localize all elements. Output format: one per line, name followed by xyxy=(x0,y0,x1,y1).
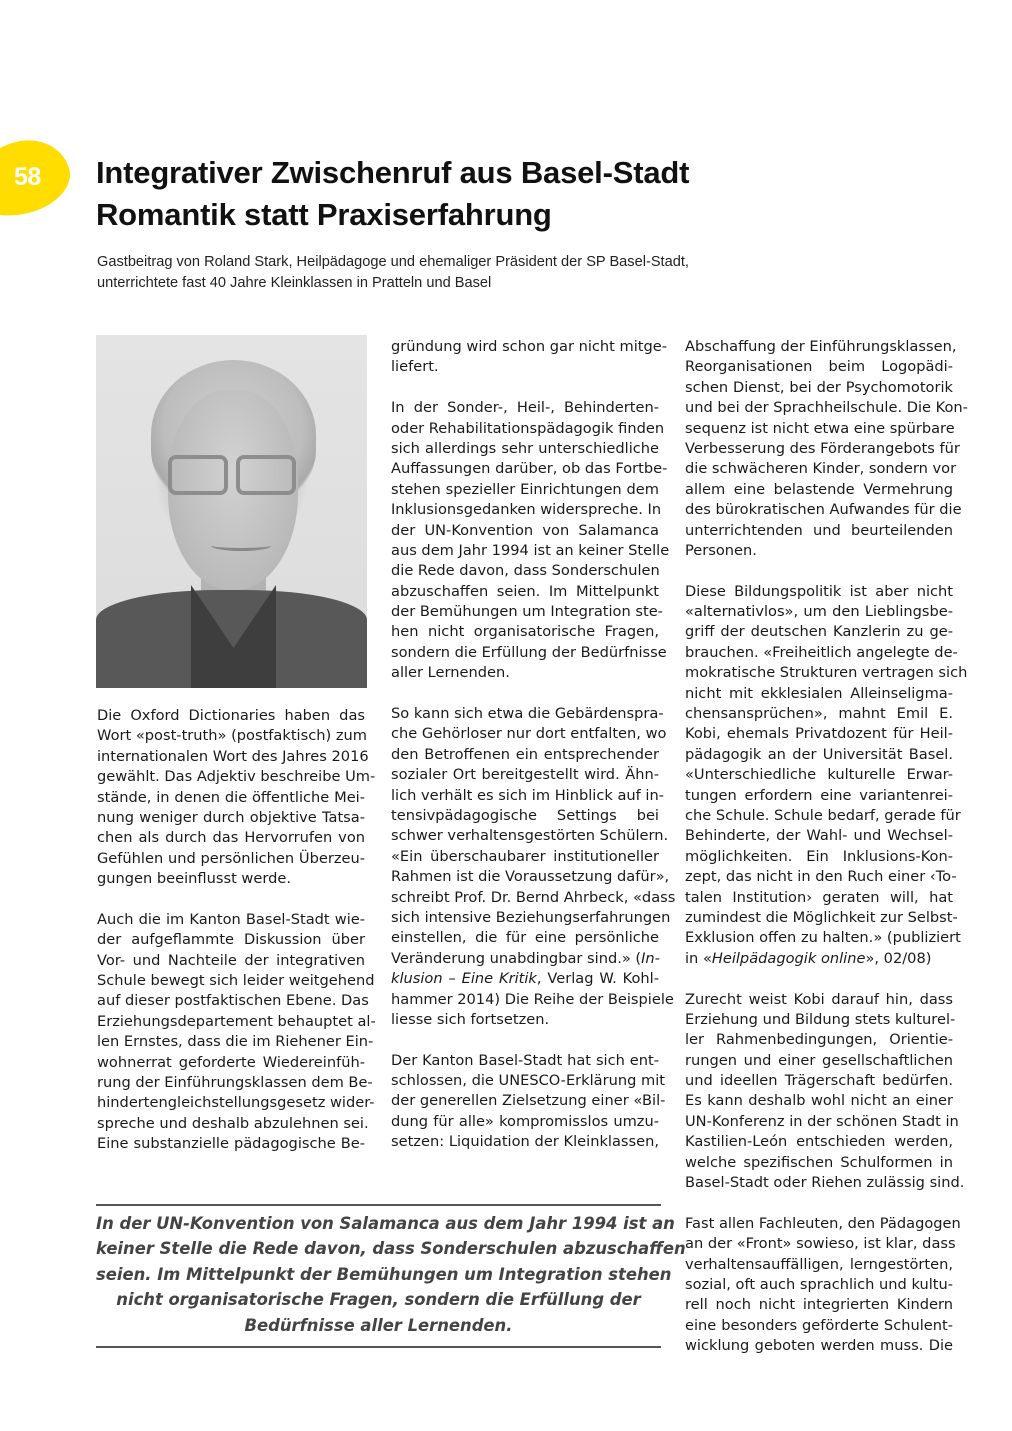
photo-glasses-left xyxy=(168,455,228,495)
title-line-1: Integrativer Zwischenruf aus Basel-Stadt xyxy=(96,155,690,190)
text-line: nung weniger durch objektive Tatsa- xyxy=(97,808,365,826)
text-line: Exklusion offen zu halten.» (publiziert xyxy=(685,929,961,947)
text-line: sich intensive Beziehungserfahrungen xyxy=(391,908,671,926)
text-line: an der «Front» sowieso, ist klar, dass xyxy=(685,1235,956,1253)
paragraph xyxy=(685,582,968,969)
text-line: den Betroffenen ein entsprechender xyxy=(391,745,659,763)
text-line: Kastilien-León entschieden werden, xyxy=(685,1133,953,1151)
paragraph xyxy=(685,337,968,561)
text-line: chen als durch das Hervorrufen von xyxy=(97,829,365,847)
text-line: aller Lernenden. xyxy=(391,664,510,682)
text-line: Abschaffung der Einführungsklassen, xyxy=(685,338,957,355)
paragraph xyxy=(391,337,668,378)
text-line: che Gehörloser nur dort entfalten, wo xyxy=(391,725,667,743)
photo-mouth xyxy=(211,540,271,551)
pull-quote-line: keiner Stelle die Rede davon, dass Sonderschulen abzuschaffen xyxy=(96,1239,686,1259)
text-line: Veränderung unabdingbar sind.» (In- xyxy=(391,949,660,967)
text-line: Es kann deshalb wohl nicht an einer xyxy=(685,1092,953,1110)
paragraph xyxy=(685,990,965,1194)
text-line: len Ernstes, dass die im Riehener Ein- xyxy=(97,1033,374,1051)
byline-line-1: Gastbeitrag von Roland Stark, Heilpädagoge und ehemaliger Präsident der SP Basel-Stadt, xyxy=(97,254,689,270)
text-line: schreibt Prof. Dr. Bernd Ahrbeck, «dass xyxy=(391,888,676,906)
text-line: Fast allen Fachleuten, den Pädagogen xyxy=(685,1214,961,1232)
text-line: wohnerrat geforderte Wiedereinfüh- xyxy=(97,1053,365,1071)
text-line: dung für alle» kompromisslos umzu- xyxy=(391,1112,659,1130)
text-line: rell noch nicht integrierten Kindern xyxy=(685,1296,953,1314)
text-line: talen Institution› geraten will, hat xyxy=(685,888,953,906)
text-column-2 xyxy=(391,337,676,1173)
text-line: sondern die Erfüllung der Bedürfnisse xyxy=(391,643,667,661)
text-line: die Rede davon, dass Sonderschulen xyxy=(391,562,660,580)
text-line: Rahmen ist die Voraussetzung dafür», xyxy=(391,868,670,886)
text-line: in «Heilpädagogik online», 02/08) xyxy=(685,949,932,967)
text-line: liefert. xyxy=(391,358,439,376)
text-line: Kobi, ehemals Privatdozent für Heil- xyxy=(685,725,953,743)
text-line: Eine substanzielle pädagogische Be- xyxy=(97,1135,365,1153)
text-line: rungen und einer gesellschaftlichen xyxy=(685,1051,953,1069)
text-line: hen nicht organisatorische Fragen, xyxy=(391,623,659,641)
text-line: schwer verhaltensgestörten Schülern. xyxy=(391,827,669,845)
text-line: klusion – Eine Kritik, Verlag W. Kohl- xyxy=(391,970,659,988)
text-line: die schwächeren Kinder, sondern vor xyxy=(685,460,957,478)
paragraph xyxy=(97,910,376,1155)
text-line: tungen erfordern eine variantenrei- xyxy=(685,786,953,804)
page-number: 58 xyxy=(14,163,41,191)
text-line: chensansprüchen», mahnt Emil E. xyxy=(685,705,953,723)
text-line: Gefühlen und persönlichen Überzeu- xyxy=(97,849,365,867)
text-line: «Ein überschaubarer institutioneller xyxy=(391,847,659,865)
text-line: sequenz ist nicht etwa eine spürbare xyxy=(685,419,955,437)
text-line: des bürokratischen Aufwandes für die xyxy=(685,501,962,519)
text-line: Vor- und Nachteile der integrativen xyxy=(97,951,365,969)
italic-title: In- xyxy=(641,949,660,967)
text-line: liesse sich fortsetzen. xyxy=(391,1010,550,1028)
text-line: In der Sonder-, Heil-, Behinderten- xyxy=(391,399,659,417)
text-line: einstellen, die für eine persönliche xyxy=(391,929,659,947)
text-line: schlossen, die UNESCO-Erklärung mit xyxy=(391,1072,666,1090)
text-line: sozial, oft auch sprachlich und kultu- xyxy=(685,1275,953,1293)
text-line: Diese Bildungspolitik ist aber nicht xyxy=(685,582,953,600)
title-line-2: Romantik statt Praxiserfahrung xyxy=(96,197,552,232)
text-line: griff der deutschen Kanzlerin zu ge- xyxy=(685,623,953,641)
text-line: So kann sich etwa die Gebärdenspra- xyxy=(391,705,664,723)
text-line: eine besonders geförderte Schulent- xyxy=(685,1316,953,1334)
text-line: Die Oxford Dictionaries haben das xyxy=(97,707,365,724)
text-line: stände, in denen die öffentliche Mei- xyxy=(97,788,365,806)
text-line: Wort «post-truth» (postfaktisch) zum xyxy=(97,727,367,745)
text-line: rung der Einführungsklassen dem Be- xyxy=(97,1074,373,1092)
paragraph xyxy=(391,1051,666,1153)
paragraph xyxy=(391,398,670,683)
text-line: aus dem Jahr 1994 ist an keiner Stelle xyxy=(391,541,670,559)
pull-quote-line: Bedürfnisse aller Lernenden. xyxy=(244,1315,513,1335)
text-line: Personen. xyxy=(685,541,757,559)
pull-quote xyxy=(96,1211,686,1338)
text-line: der UN-Konvention von Salamanca xyxy=(391,521,659,539)
text-line: unterrichtenden und beurteilenden xyxy=(685,521,953,539)
article-title xyxy=(96,152,689,236)
paragraph xyxy=(97,706,376,890)
text-line: sich allerdings sehr unterschiedliche xyxy=(391,439,659,457)
italic-title: klusion – Eine Kritik xyxy=(391,970,537,988)
text-line: internationalen Wort des Jahres 2016 xyxy=(97,747,369,765)
text-line: wicklung geboten werden muss. Die xyxy=(685,1337,953,1355)
text-line: der generellen Zielsetzung einer «Bil- xyxy=(391,1092,666,1110)
text-line: UN-Konferenz in der schönen Stadt in xyxy=(685,1112,959,1130)
text-line: zumindest die Möglichkeit zur Selbst- xyxy=(685,908,958,926)
author-photo xyxy=(96,335,367,688)
text-line: «Unterschiedliche kulturelle Erwar- xyxy=(685,766,953,784)
text-line: tensivpädagogische Settings bei xyxy=(391,806,659,824)
text-line: abzuschaffen seien. Im Mittelpunkt xyxy=(391,582,659,600)
text-line: oder Rehabilitationspädagogik finden xyxy=(391,419,665,437)
italic-title: Heilpädagogik online xyxy=(711,949,866,967)
text-line: gründung wird schon gar nicht mitge- xyxy=(391,338,668,355)
text-column-3 xyxy=(685,337,968,1377)
text-line: Der Kanton Basel-Stadt hat sich ent- xyxy=(391,1051,659,1069)
text-line: möglichkeiten. Ein Inklusions-Kon- xyxy=(685,847,953,865)
text-line: Behinderte, der Wahl- und Wechsel- xyxy=(685,827,953,845)
text-line: lich verhält es sich im Hinblick auf in- xyxy=(391,786,664,804)
text-line: verhaltensauffälligen, lerngestörten, xyxy=(685,1255,953,1273)
text-line: ler Rahmenbedingungen, Orientie- xyxy=(685,1031,953,1049)
text-line: auf dieser postfaktischen Ebene. Das xyxy=(97,992,369,1010)
text-line: pädagogik an der Universität Basel. xyxy=(685,745,953,763)
text-line: Basel-Stadt oder Riehen zulässig sind. xyxy=(685,1174,965,1192)
text-line: Zurecht weist Kobi darauf hin, dass xyxy=(685,990,953,1008)
text-line: Auch die im Kanton Basel-Stadt wie- xyxy=(97,910,365,928)
text-line: schen Dienst, bei der Psychomotorik xyxy=(685,378,953,396)
text-column-1 xyxy=(97,706,376,1175)
text-line: Inklusionsgedanken widerspreche. In xyxy=(391,501,662,519)
text-line: gungen beeinflusst werde. xyxy=(97,870,291,888)
pull-quote-rule-top xyxy=(96,1204,661,1206)
article-byline xyxy=(97,252,689,293)
photo-glasses-right xyxy=(236,455,296,495)
text-line: hammer 2014) Die Reihe der Beispiele xyxy=(391,990,674,1008)
text-line: stehen spezieller Einrichtungen dem xyxy=(391,480,659,498)
pull-quote-line: In der UN-Konvention von Salamanca aus dem Jahr 1994 ist an xyxy=(96,1214,675,1233)
text-line: Verbesserung des Förderangebots für xyxy=(685,439,960,457)
text-line: che Schule. Schule bedarf, gerade für xyxy=(685,806,961,824)
paragraph xyxy=(685,1214,961,1357)
text-line: der aufgeflammte Diskussion über xyxy=(97,931,365,949)
text-line: zept, das nicht in den Ruch einer ‹To- xyxy=(685,868,957,886)
text-line: sozialer Ort bereitgestellt wird. Ähn- xyxy=(391,766,659,784)
text-line: nicht mit ekklesialen Alleinseligma- xyxy=(685,684,953,702)
text-line: mokratische Strukturen vertragen sich xyxy=(685,664,968,682)
text-line: setzen: Liquidation der Kleinklassen, xyxy=(391,1133,659,1151)
text-line: Auffassungen darüber, ob das Fortbe- xyxy=(391,460,668,478)
text-line: spreche und deshalb abzulehnen sei. xyxy=(97,1114,369,1132)
text-line: «alternativlos», um den Lieblingsbe- xyxy=(685,603,953,621)
pull-quote-rule-bottom xyxy=(96,1346,661,1348)
text-line: brauchen. «Freiheitlich angelegte de- xyxy=(685,643,958,661)
text-line: welche spezifischen Schulformen in xyxy=(685,1153,953,1171)
text-line: Erziehung und Bildung stets kulturel- xyxy=(685,1010,956,1028)
text-line: allem eine belastende Vermehrung xyxy=(685,480,953,498)
text-line: Erziehungsdepartement behauptet al- xyxy=(97,1012,376,1030)
text-line: hindertengleichstellungsgesetz wider- xyxy=(97,1094,375,1112)
text-line: Reorganisationen beim Logopädi- xyxy=(685,358,953,376)
pull-quote-line: seien. Im Mittelpunkt der Bemühungen um Integration stehen xyxy=(96,1264,672,1284)
paragraph xyxy=(391,704,676,1030)
text-line: und bei der Sprachheilschule. Die Kon- xyxy=(685,399,968,417)
text-line: Schule bewegt sich leider weitgehend xyxy=(97,972,375,990)
text-line: gewählt. Das Adjektiv beschreibe Um- xyxy=(97,768,376,786)
byline-line-2: unterrichtete fast 40 Jahre Kleinklassen in Pratteln und Basel xyxy=(97,274,492,291)
pull-quote-line: nicht organisatorische Fragen, sondern die Erfüllung der xyxy=(116,1290,641,1310)
text-line: der Bemühungen um Integration ste- xyxy=(391,603,663,621)
text-line: und ideellen Trägerschaft bedürfen. xyxy=(685,1072,953,1090)
